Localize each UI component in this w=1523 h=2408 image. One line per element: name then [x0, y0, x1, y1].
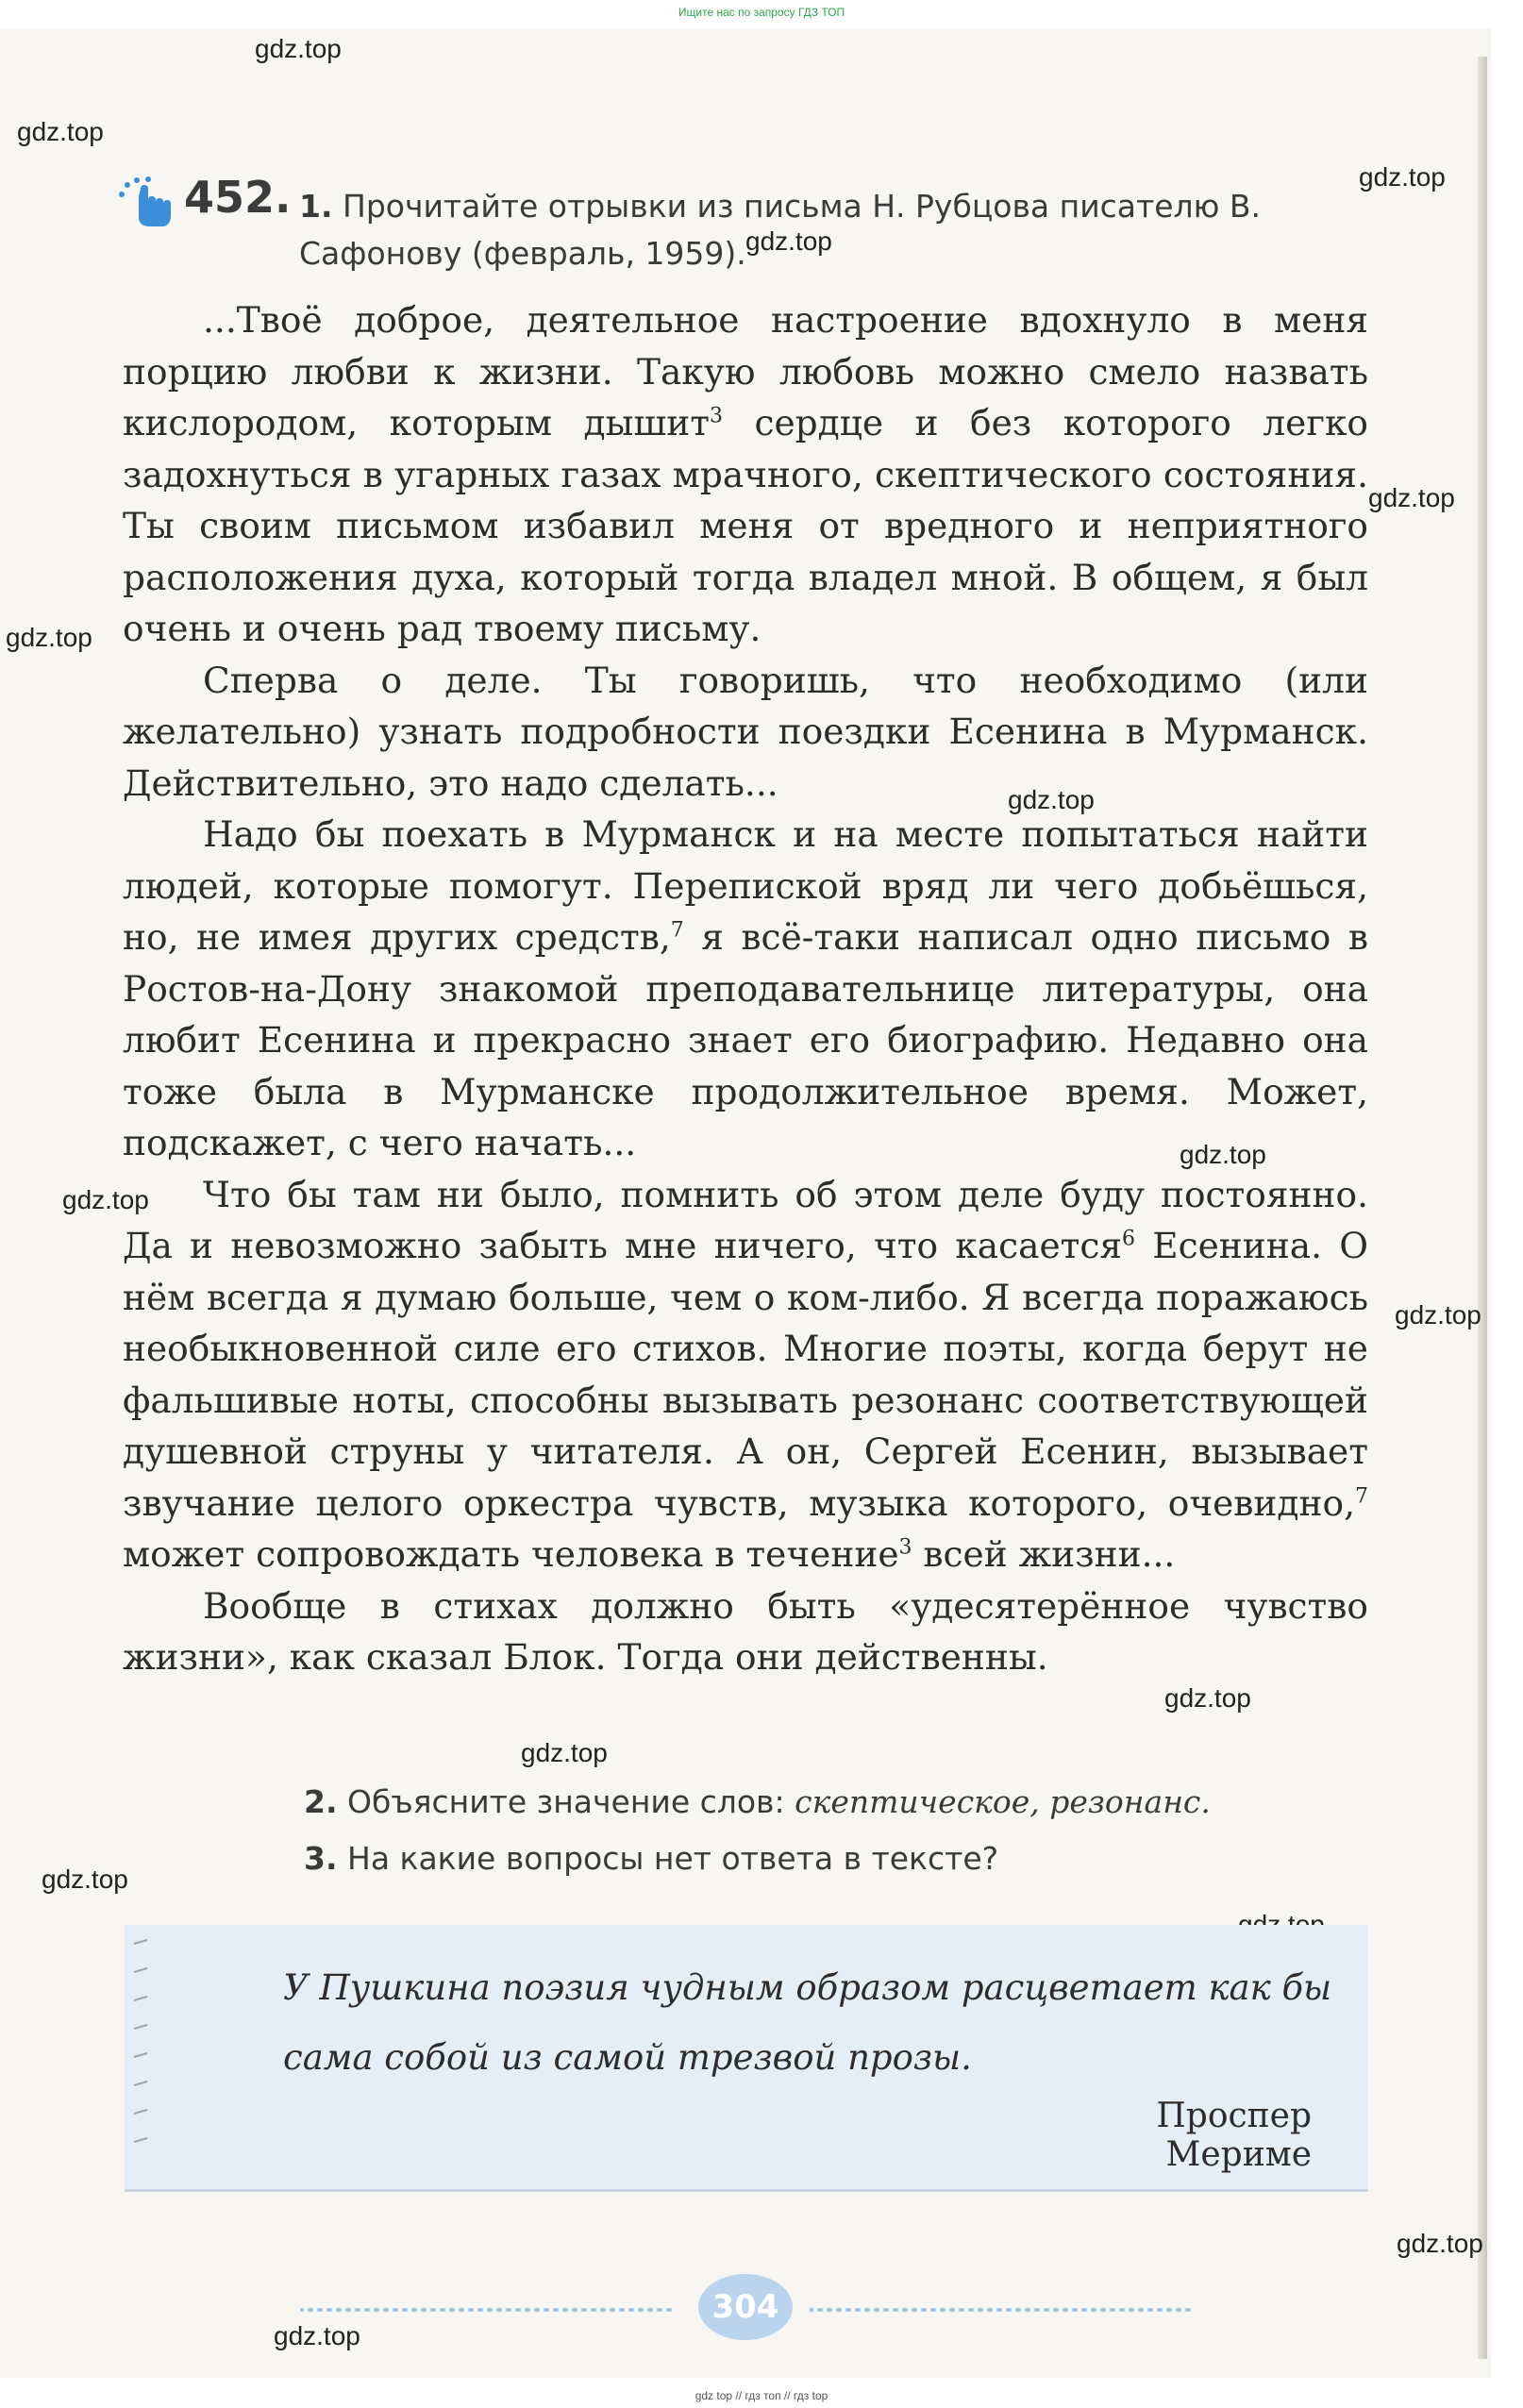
- page-number: 304: [698, 2274, 793, 2340]
- footer-dots-right: [810, 2306, 1197, 2314]
- watermark: gdz.top: [1368, 483, 1455, 512]
- paragraph: Сперва о деле. Ты говоришь, что необходимо (или желательно) узнать подробности поездки Есенина в Мурманск. Действительно, это надо сделать...: [123, 659, 1368, 804]
- paragraph: Надо бы поехать в Мурманск и на месте попытаться найти людей, которые помогут. Перепиской вряд ли чего добьёшься, но, не имея других средств,$^7$ я всё-таки написал одно письмо в Ростов-на-Дону знакомой преподавательнице литературы, она любит Есенина и прекрасно знает его биографию. Недавно она тоже была в Мурманске продолжительное время. Может, подскажет, с чего начать...: [123, 813, 1368, 1163]
- paragraph: Что бы там ни было, помнить об этом деле буду постоянно. Да и невозможно забыть мне ничего, что касается$^6$ Есенина. О нём всегда я думаю больше, чем о ком-либо. Я всегда поражаюсь необыкновенной силе его стихов. Многие поэты, когда берут не фальшивые ноты, способны вызывать резонанс соответствующей душевной струны у читателя. А он, Сергей Есенин, вызывает звучание целого оркестра чувств, музыка которого, очевидно,$^7$ может сопровождать человека в течение$^3$ всей жизни...: [123, 1173, 1368, 1575]
- watermark: gdz.top: [745, 226, 832, 256]
- questions: [304, 1774, 1361, 1887]
- quote-text: У Пушкина поэзия чудным образом расцветает как бы сама собой из самой трезвой прозы.: [283, 1967, 1332, 2078]
- quote-author: Проспер Мериме: [1156, 2097, 1312, 2174]
- task-intro: [299, 183, 1373, 277]
- watermark: gdz.top: [1397, 2229, 1483, 2258]
- watermark: gdz.top: [17, 117, 104, 146]
- subtask-number: 1.: [299, 188, 333, 225]
- paragraph: ...Твоё доброе, деятельное настроение вдохнуло в меня порцию любви к жизни. Такую любовь можно смело назвать кислородом, которым дышит$^3$ сердце и без которого легко задохнуться в угарных газах мрачного, скептического состояния. Ты своим письмом избавил меня от вредного и неприятного расположения духа, который тогда владел мной. В общем, я был очень и очень рад твоему письму.: [123, 299, 1369, 649]
- watermark: gdz.top: [1395, 1300, 1481, 1329]
- watermark: gdz.top: [255, 34, 342, 63]
- page-edge: [1478, 57, 1487, 2359]
- footer-dots-left: [300, 2306, 678, 2314]
- question-3: 3. На какие вопросы нет ответа в тексте?: [304, 1840, 999, 1877]
- watermark: gdz.top: [6, 623, 92, 652]
- watermark: gdz.top: [521, 1738, 608, 1767]
- hand-pointer-icon: [118, 176, 175, 228]
- subtask-text: Прочитайте отрывки из письма Н. Рубцова писателю В. Сафонову (февраль, 1959).: [299, 188, 1262, 272]
- watermark: gdz.top: [1164, 1683, 1251, 1713]
- quote-border-decoration: [132, 1936, 151, 2172]
- watermark: gdz.top: [1008, 785, 1095, 814]
- watermark: gdz.top: [42, 1865, 128, 1894]
- bottom-banner: gdz top // гдз топ // гдз top: [695, 2389, 828, 2402]
- letter-excerpt: [123, 294, 1368, 1683]
- top-banner: Ищите нас по запросу ГДЗ ТОП: [678, 6, 845, 19]
- task-number: 452.: [184, 172, 292, 223]
- watermark: gdz.top: [62, 1185, 149, 1214]
- watermark: gdz.top: [1359, 162, 1446, 192]
- question-2: 2. Объясните значение слов: скептическое, резонанс.: [304, 1783, 1211, 1820]
- watermark: gdz.top: [274, 2321, 360, 2350]
- paragraph: Вообще в стихах должно быть «удесятерённое чувство жизни», как сказал Блок. Тогда они действенны.: [123, 1584, 1368, 1678]
- watermark: gdz.top: [1180, 1140, 1266, 1169]
